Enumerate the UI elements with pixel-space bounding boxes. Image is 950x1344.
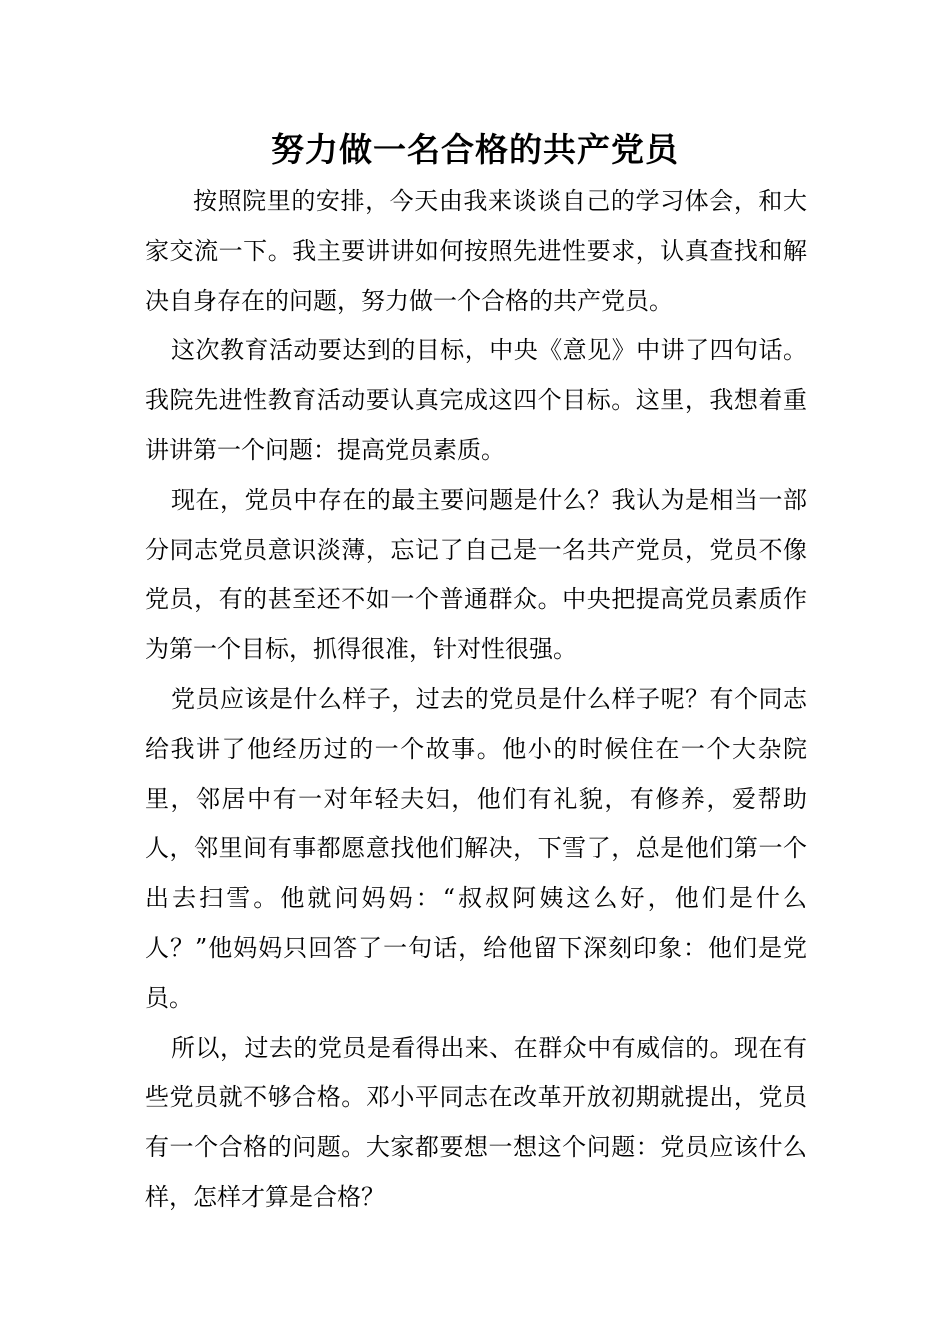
paragraph-4: 党员应该是什么样子，过去的党员是什么样子呢？有个同志给我讲了他经历过的一个故事。他小的时候住在一个大杂院里，邻居中有一对年轻夫妇，他们有礼貌，有修养，爱帮助人，邻里间有事都愿意找他们解决，下雪了，总是他们第一个出去扫雪。他就问妈妈：“叔叔阿姨这么好，他们是什么人？”他妈妈只回答了一句话，给他留下深刻印象：他们是党员。 [145, 684, 807, 1012]
document-body [145, 177, 807, 1223]
paragraph-1: 按照院里的安排，今天由我来谈谈自己的学习体会，和大家交流一下。我主要讲讲如何按照先进性要求，认真查找和解决自身存在的问题，努力做一个合格的共产党员。 [145, 187, 807, 315]
paragraph-3: 现在，党员中存在的最主要问题是什么？我认为是相当一部分同志党员意识淡薄，忘记了自己是一名共产党员，党员不像党员，有的甚至还不如一个普通群众。中央把提高党员素质作为第一个目标，抓得很准，针对性很强。 [145, 485, 807, 664]
paragraph-5: 所以，过去的党员是看得出来、在群众中有威信的。现在有些党员就不够合格。邓小平同志在改革开放初期就提出，党员有一个合格的问题。大家都要想一想这个问题：党员应该什么样，怎样才算是合格？ [145, 1033, 807, 1211]
paragraph-2: 这次教育活动要达到的目标，中央《意见》中讲了四句话。我院先进性教育活动要认真完成这四个目标。这里，我想着重讲讲第一个问题：提高党员素质。 [145, 336, 807, 464]
document-title: 努力做一名合格的共产党员 [271, 130, 679, 169]
